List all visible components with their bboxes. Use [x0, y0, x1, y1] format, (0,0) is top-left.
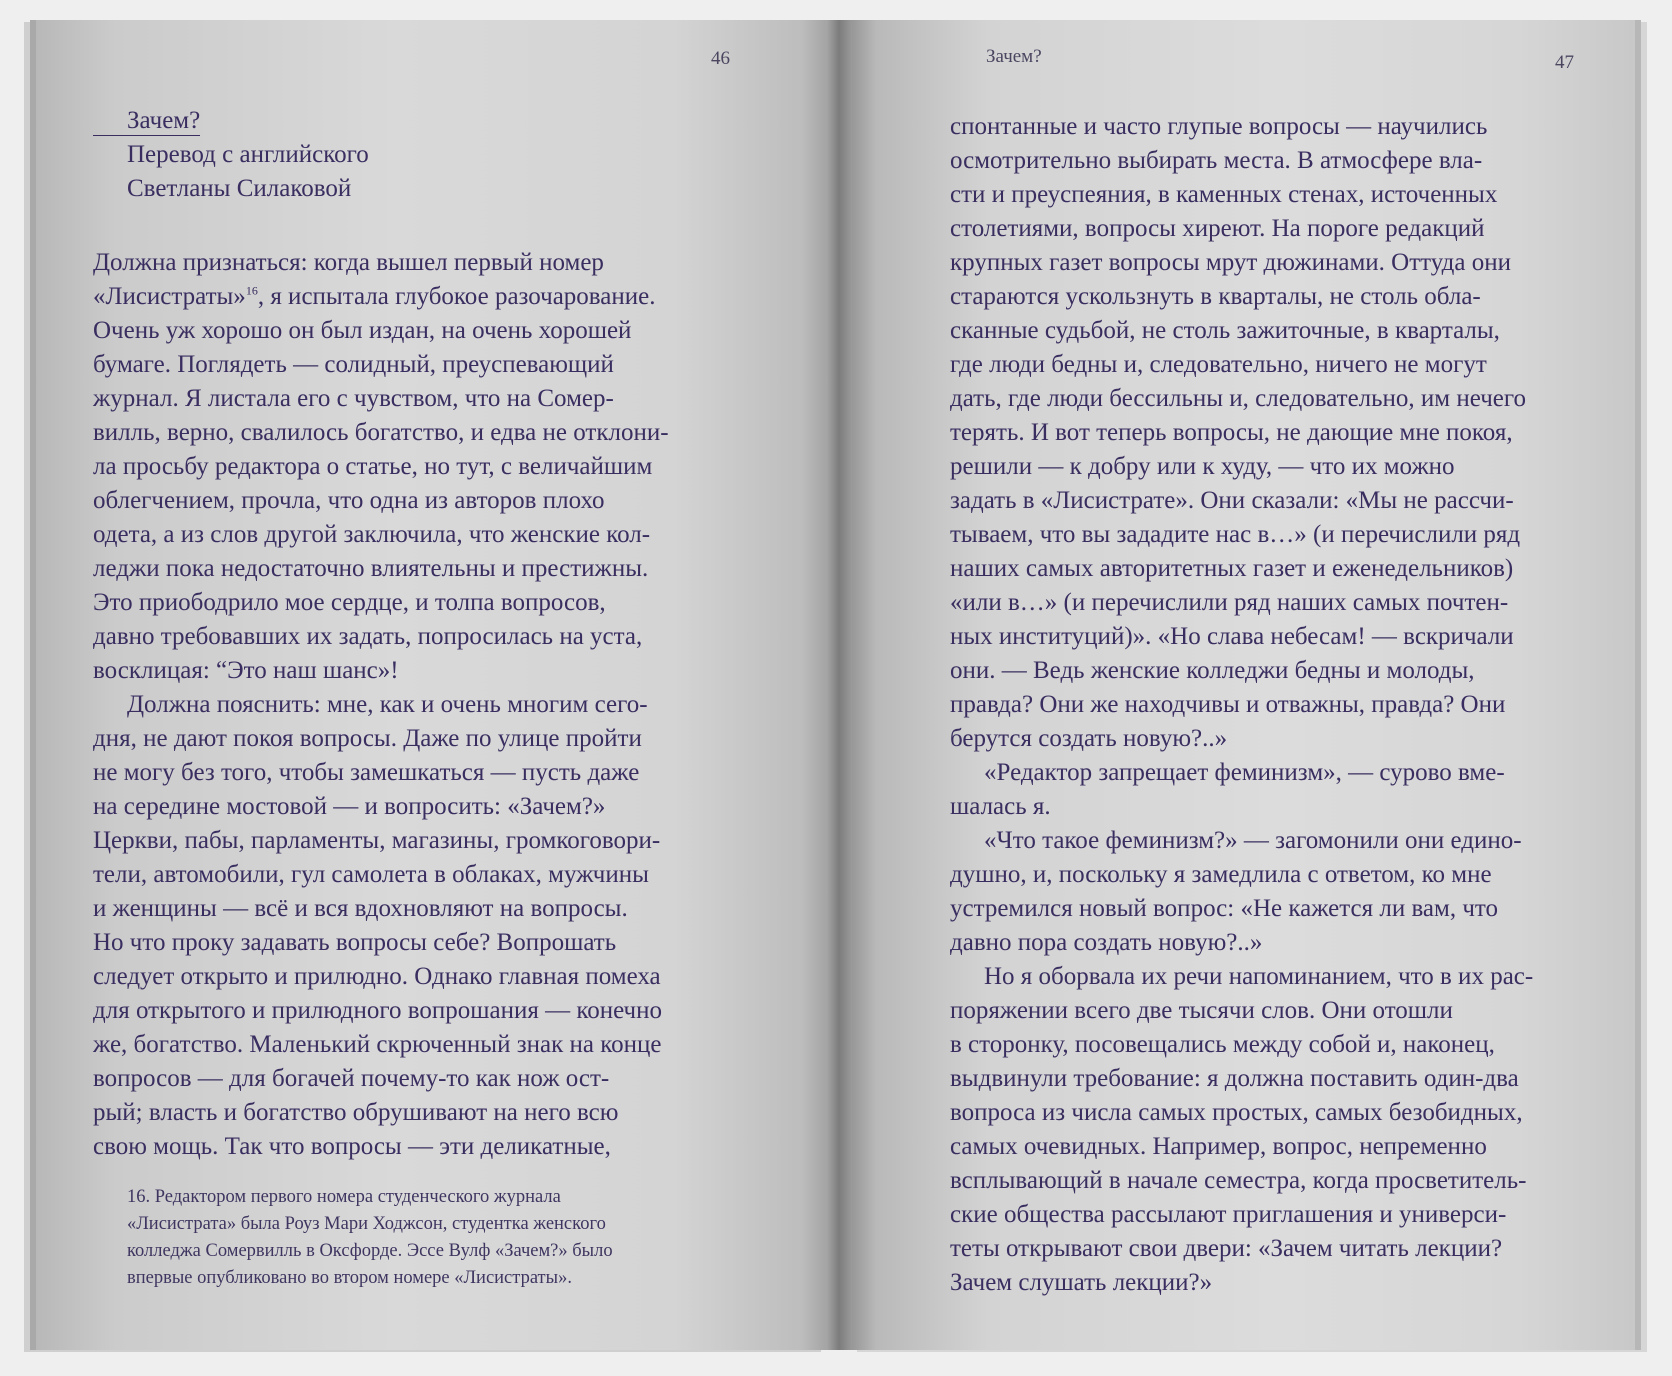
body-line: задать в «Лисистрате». Они сказали: «Мы не рассчи-: [950, 487, 1514, 514]
body-line: ские общества рассылают приглашения и универси-: [950, 1201, 1507, 1228]
body-line: правда? Они же находчивы и отважны, правда? Они: [950, 691, 1506, 718]
body-line: ла просьбу редактора о статье, но тут, с величайшим: [93, 453, 653, 480]
body-line: сканные судьбой, не столь зажиточные, в кварталы,: [950, 317, 1500, 344]
body-line: «или в…» (и перечислили ряд наших самых почтен-: [950, 589, 1509, 616]
body-fragment: , я испытала глубокое разочарование.: [257, 283, 656, 310]
body-line: устремился новый вопрос: «Не кажется ли вам, что: [950, 895, 1499, 922]
left-page-number: 46: [711, 48, 730, 69]
body-line: давно пора создать новую?..»: [950, 929, 1263, 956]
body-line: душно, и, поскольку я замедлила с ответом, ко мне: [950, 861, 1492, 888]
body-line: облегчением, прочла, что одна из авторов плохо: [93, 487, 605, 514]
body-line: вопросов — для богачей почему-то как нож ост-: [93, 1065, 610, 1092]
body-line: наших самых авторитетных газет и еженедельников): [950, 555, 1514, 582]
body-line: Очень уж хорошо он был издан, на очень хорошей: [93, 317, 632, 344]
body-line: одета, а из слов другой заключила, что женские кол-: [93, 521, 651, 548]
footnote-ref: 16: [245, 283, 258, 298]
body-line: столетиями, вопросы хиреют. На пороге редакций: [950, 215, 1485, 242]
body-line: Зачем слушать лекции?»: [950, 1269, 1213, 1296]
body-line: вилль, верно, свалилось богатство, и едва не отклони-: [93, 419, 669, 446]
translation-credit-line-1: Перевод с английского: [127, 141, 369, 168]
footnote: [127, 1184, 613, 1292]
body-line: [93, 280, 669, 314]
journal-name: «Лисистраты»: [93, 283, 246, 310]
body-line: где люди бедны и, следовательно, ничего не могут: [950, 351, 1487, 378]
body-line: Должна пояснить: мне, как и очень многим сего-: [127, 691, 648, 718]
body-line: поряжении всего две тысячи слов. Они отошли: [950, 997, 1453, 1024]
body-line: следует открыто и прилюдно. Однако главная помеха: [93, 963, 661, 990]
body-line: Это приободрило мое сердце, и толпа вопросов,: [93, 589, 606, 616]
left-body-text: [93, 246, 669, 1164]
body-line: вопроса из числа самых простых, самых безобидных,: [950, 1099, 1523, 1126]
body-line: рый; власть и богатство обрушивают на него всю: [93, 1099, 619, 1126]
book-gutter: [826, 20, 852, 1350]
body-line: выдвинули требование: я должна поставить один-два: [950, 1065, 1519, 1092]
body-line: терять. И вот теперь вопросы, не дающие мне покоя,: [950, 419, 1513, 446]
body-line: решили — к добру или к худу, — что их можно: [950, 453, 1455, 480]
body-line: «Редактор запрещает феминизм», — сурово вме-: [984, 759, 1505, 786]
body-line: спонтанные и часто глупые вопросы — научились: [950, 113, 1488, 140]
body-line: же, богатство. Маленький скрюченный знак на конце: [93, 1031, 662, 1058]
body-line: не могу без того, чтобы замешкаться — пусть даже: [93, 759, 640, 786]
body-line: теты открывают свои двери: «Зачем читать лекции?: [950, 1235, 1503, 1262]
body-line: бумаге. Поглядеть — солидный, преуспевающий: [93, 351, 614, 378]
footnote-line: 16. Редактором первого номера студенческого журнала: [127, 1187, 561, 1207]
body-line: свою мощь. Так что вопросы — эти деликатные,: [93, 1133, 611, 1160]
body-line: Но я оборвала их речи напоминанием, что в их рас-: [984, 963, 1534, 990]
running-head: Зачем?: [986, 46, 1042, 67]
body-line: крупных газет вопросы мрут дюжинами. Оттуда они: [950, 249, 1511, 276]
body-line: стараются ускользнуть в кварталы, не столь обла-: [950, 283, 1481, 310]
body-line: Должна признаться: когда вышел первый номер: [93, 249, 604, 276]
body-line: на середине мостовой — и вопросить: «Зачем?»: [93, 793, 606, 820]
body-line: давно требовавших их задать, попросилась на уста,: [93, 623, 643, 650]
body-line: осмотрительно выбирать места. В атмосфере вла-: [950, 147, 1483, 174]
translation-credit-line-2: Светланы Силаковой: [127, 175, 352, 202]
right-body-text: [950, 110, 1533, 1300]
essay-title: Зачем?: [93, 107, 200, 136]
body-line: они. — Ведь женские колледжи бедны и молоды,: [950, 657, 1475, 684]
body-line: Церкви, пабы, парламенты, магазины, громкоговори-: [93, 827, 661, 854]
body-line: ных институций)». «Но слава небесам! — вскричали: [950, 623, 1514, 650]
body-line: журнал. Я листала его с чувством, что на Сомер-: [93, 385, 614, 412]
body-line: леджи пока недостаточно влиятельны и престижны.: [93, 555, 649, 582]
body-line: в сторонку, посовещались между собой и, наконец,: [950, 1031, 1495, 1058]
footnote-line: впервые опубликовано во втором номере «Лисистраты».: [127, 1268, 572, 1288]
body-line: берутся создать новую?..»: [950, 725, 1228, 752]
body-line: для открытого и прилюдного вопрошания — конечно: [93, 997, 663, 1024]
body-line: тели, автомобили, гул самолета в облаках, мужчины: [93, 861, 649, 888]
body-line: всплывающий в начале семестра, когда просветитель-: [950, 1167, 1527, 1194]
body-line: Но что проку задавать вопросы себе? Вопрошать: [93, 929, 617, 956]
essay-title-block: [93, 104, 369, 206]
right-page-number: 47: [1555, 52, 1574, 73]
footnote-line: «Лисистрата» была Роуз Мари Ходжсон, студентка женского: [127, 1214, 606, 1234]
body-line: дня, не дают покоя вопросы. Даже по улице пройти: [93, 725, 642, 752]
body-line: дать, где люди бессильны и, следовательно, им нечего: [950, 385, 1527, 412]
body-line: и женщины — всё и вся вдохновляют на вопросы.: [93, 895, 628, 922]
body-line: сти и преуспеяния, в каменных стенах, источенных: [950, 181, 1498, 208]
body-line: самых очевидных. Например, вопрос, непременно: [950, 1133, 1487, 1160]
body-line: «Что такое феминизм?» — загомонили они едино-: [984, 827, 1522, 854]
body-line: тываем, что вы зададите нас в…» (и перечислили ряд: [950, 521, 1521, 548]
body-line: шалась я.: [950, 793, 1051, 820]
body-line: восклицая: “Это наш шанс»!: [93, 657, 399, 684]
footnote-line: колледжа Сомервилль в Оксфорде. Эссе Вулф «Зачем?» было: [127, 1241, 613, 1261]
